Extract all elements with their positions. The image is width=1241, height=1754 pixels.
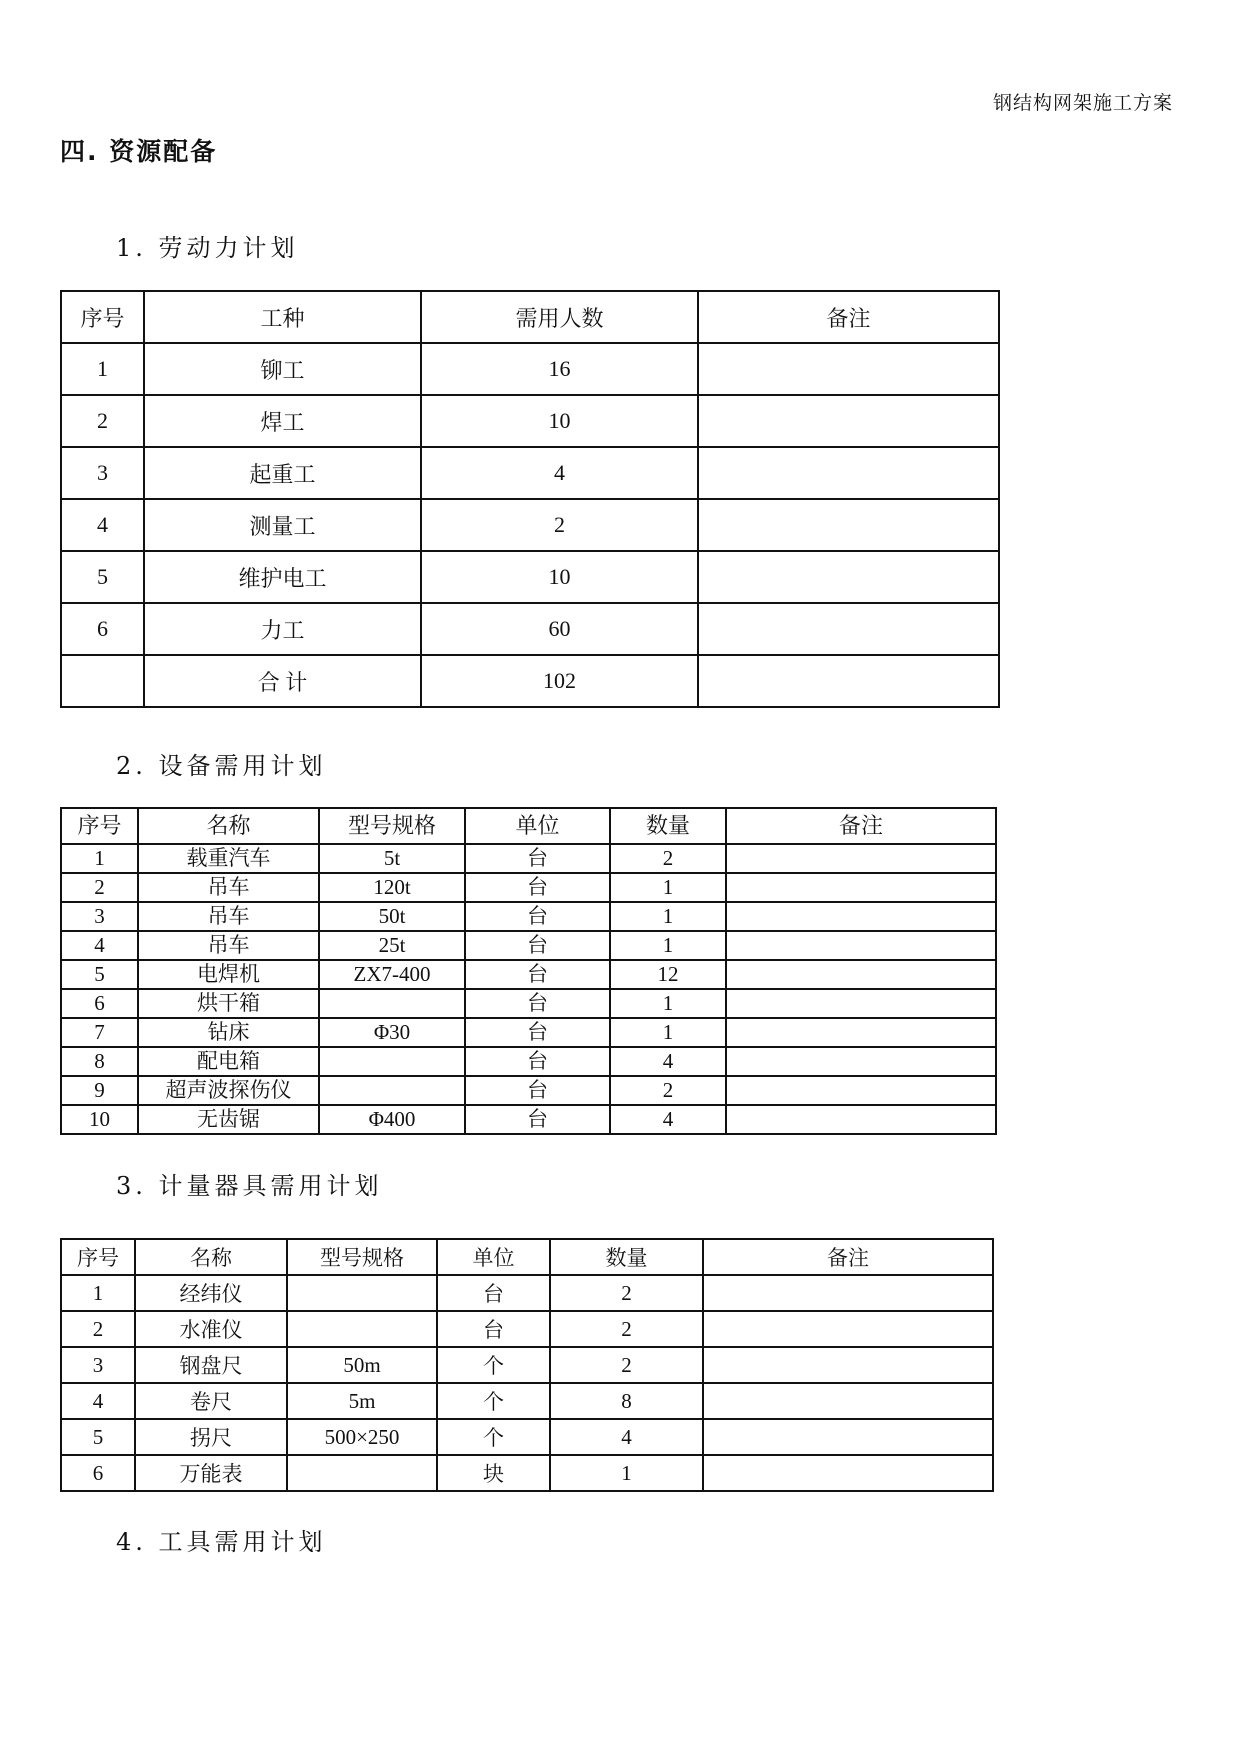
table-cell: 5 bbox=[61, 551, 144, 603]
table-cell bbox=[726, 960, 996, 989]
column-header: 序号 bbox=[61, 291, 144, 343]
equipment-table-row bbox=[61, 844, 996, 873]
table-cell: 5 bbox=[61, 1419, 135, 1455]
table-cell: 1 bbox=[610, 1018, 726, 1047]
table-cell: 4 bbox=[61, 931, 138, 960]
table-cell: 4 bbox=[61, 1383, 135, 1419]
table-cell: 吊车 bbox=[138, 902, 319, 931]
table-cell: 水准仪 bbox=[135, 1311, 287, 1347]
table-cell: Φ30 bbox=[319, 1018, 465, 1047]
table-cell: 台 bbox=[465, 844, 610, 873]
table-cell: 载重汽车 bbox=[138, 844, 319, 873]
table-cell: 1 bbox=[610, 902, 726, 931]
table-cell: 3 bbox=[61, 902, 138, 931]
table-cell: 6 bbox=[61, 1455, 135, 1491]
table-cell bbox=[287, 1311, 437, 1347]
instruments-table-row bbox=[61, 1311, 993, 1347]
equipment-table-row bbox=[61, 902, 996, 931]
table-cell: 台 bbox=[465, 960, 610, 989]
column-header: 工种 bbox=[144, 291, 421, 343]
table-cell: 5 bbox=[61, 960, 138, 989]
instruments-table-row bbox=[61, 1455, 993, 1491]
table-cell bbox=[61, 655, 144, 707]
table-cell: 烘干箱 bbox=[138, 989, 319, 1018]
table-cell bbox=[698, 655, 999, 707]
table-cell: 块 bbox=[437, 1455, 550, 1491]
table-cell: 台 bbox=[465, 931, 610, 960]
instruments-table-header-row bbox=[61, 1239, 993, 1275]
table-cell: 10 bbox=[421, 551, 698, 603]
table-cell: 无齿锯 bbox=[138, 1105, 319, 1134]
table-cell: 吊车 bbox=[138, 931, 319, 960]
table-cell: 50m bbox=[287, 1347, 437, 1383]
labor-table-row bbox=[61, 551, 999, 603]
table-cell: 台 bbox=[437, 1275, 550, 1311]
table-cell: 合 计 bbox=[144, 655, 421, 707]
table-cell bbox=[319, 1076, 465, 1105]
labor-table-row bbox=[61, 655, 999, 707]
equipment-table-row bbox=[61, 960, 996, 989]
table-cell: 9 bbox=[61, 1076, 138, 1105]
column-header: 需用人数 bbox=[421, 291, 698, 343]
table-cell: 2 bbox=[610, 844, 726, 873]
table-cell bbox=[726, 902, 996, 931]
table-cell bbox=[703, 1383, 993, 1419]
table-cell: 1 bbox=[610, 989, 726, 1018]
table-cell bbox=[726, 1047, 996, 1076]
table-cell: 台 bbox=[465, 873, 610, 902]
column-header: 型号规格 bbox=[319, 808, 465, 844]
equipment-table-row bbox=[61, 931, 996, 960]
table-cell: 吊车 bbox=[138, 873, 319, 902]
labor-table-row bbox=[61, 395, 999, 447]
table-cell bbox=[726, 1076, 996, 1105]
column-header: 数量 bbox=[550, 1239, 703, 1275]
table-cell bbox=[698, 551, 999, 603]
table-cell: 力工 bbox=[144, 603, 421, 655]
table-cell bbox=[726, 989, 996, 1018]
table-cell: 维护电工 bbox=[144, 551, 421, 603]
table-cell: 8 bbox=[550, 1383, 703, 1419]
table-cell: 2 bbox=[610, 1076, 726, 1105]
table-cell: 1 bbox=[550, 1455, 703, 1491]
table-cell bbox=[703, 1275, 993, 1311]
table-cell: 钢盘尺 bbox=[135, 1347, 287, 1383]
equipment-plan-title: 2. 设备需用计划 bbox=[116, 752, 327, 780]
table-cell: 配电箱 bbox=[138, 1047, 319, 1076]
table-cell: 台 bbox=[465, 989, 610, 1018]
column-header: 备注 bbox=[726, 808, 996, 844]
table-cell: ZX7-400 bbox=[319, 960, 465, 989]
column-header: 序号 bbox=[61, 808, 138, 844]
instruments-plan-title: 3. 计量器具需用计划 bbox=[116, 1172, 383, 1200]
table-cell: 4 bbox=[61, 499, 144, 551]
instruments-plan-table bbox=[60, 1238, 994, 1492]
table-cell: 12 bbox=[610, 960, 726, 989]
table-cell bbox=[698, 447, 999, 499]
table-cell: 2 bbox=[61, 873, 138, 902]
table-cell: 5m bbox=[287, 1383, 437, 1419]
equipment-table-row bbox=[61, 989, 996, 1018]
column-header: 序号 bbox=[61, 1239, 135, 1275]
table-cell: 测量工 bbox=[144, 499, 421, 551]
equipment-table-row bbox=[61, 1018, 996, 1047]
table-cell: 台 bbox=[465, 1105, 610, 1134]
table-cell: 3 bbox=[61, 447, 144, 499]
table-cell: 台 bbox=[437, 1311, 550, 1347]
column-header: 型号规格 bbox=[287, 1239, 437, 1275]
table-cell bbox=[703, 1347, 993, 1383]
table-cell bbox=[319, 989, 465, 1018]
column-header: 名称 bbox=[138, 808, 319, 844]
table-cell: 4 bbox=[421, 447, 698, 499]
table-cell: 8 bbox=[61, 1047, 138, 1076]
labor-plan-title: 1. 劳动力计划 bbox=[116, 234, 299, 262]
table-cell: 台 bbox=[465, 1018, 610, 1047]
table-cell: 个 bbox=[437, 1347, 550, 1383]
table-cell: 10 bbox=[421, 395, 698, 447]
equipment-plan-table bbox=[60, 807, 997, 1135]
table-cell bbox=[319, 1047, 465, 1076]
table-cell: 拐尺 bbox=[135, 1419, 287, 1455]
table-cell bbox=[703, 1311, 993, 1347]
table-cell: 1 bbox=[61, 1275, 135, 1311]
table-cell: 经纬仪 bbox=[135, 1275, 287, 1311]
table-cell: 4 bbox=[610, 1047, 726, 1076]
table-cell: 个 bbox=[437, 1419, 550, 1455]
table-cell bbox=[703, 1419, 993, 1455]
table-cell bbox=[698, 395, 999, 447]
table-cell: 2 bbox=[550, 1275, 703, 1311]
table-cell: 4 bbox=[550, 1419, 703, 1455]
equipment-table-row bbox=[61, 1076, 996, 1105]
column-header: 单位 bbox=[465, 808, 610, 844]
document-header-title: 钢结构网架施工方案 bbox=[992, 92, 1173, 114]
table-cell: 万能表 bbox=[135, 1455, 287, 1491]
table-cell bbox=[726, 931, 996, 960]
labor-table-row bbox=[61, 447, 999, 499]
table-cell: 2 bbox=[550, 1311, 703, 1347]
table-cell: 25t bbox=[319, 931, 465, 960]
equipment-table-row bbox=[61, 1047, 996, 1076]
equipment-table-row bbox=[61, 873, 996, 902]
instruments-table-row bbox=[61, 1347, 993, 1383]
table-cell: 6 bbox=[61, 603, 144, 655]
table-cell: 102 bbox=[421, 655, 698, 707]
table-cell: 台 bbox=[465, 1076, 610, 1105]
table-cell: Φ400 bbox=[319, 1105, 465, 1134]
table-cell: 2 bbox=[421, 499, 698, 551]
labor-table-row bbox=[61, 499, 999, 551]
column-header: 备注 bbox=[703, 1239, 993, 1275]
table-cell: 焊工 bbox=[144, 395, 421, 447]
column-header: 备注 bbox=[698, 291, 999, 343]
equipment-table-header-row bbox=[61, 808, 996, 844]
equipment-table-row bbox=[61, 1105, 996, 1134]
table-cell: 超声波探伤仪 bbox=[138, 1076, 319, 1105]
column-header: 单位 bbox=[437, 1239, 550, 1275]
table-cell: 个 bbox=[437, 1383, 550, 1419]
table-cell bbox=[698, 603, 999, 655]
labor-table-row bbox=[61, 343, 999, 395]
table-cell: 60 bbox=[421, 603, 698, 655]
table-cell: 台 bbox=[465, 902, 610, 931]
table-cell bbox=[287, 1275, 437, 1311]
column-header: 数量 bbox=[610, 808, 726, 844]
table-cell: 铆工 bbox=[144, 343, 421, 395]
table-cell: 5t bbox=[319, 844, 465, 873]
instruments-table-row bbox=[61, 1419, 993, 1455]
table-cell: 2 bbox=[550, 1347, 703, 1383]
table-cell: 4 bbox=[610, 1105, 726, 1134]
table-cell: 起重工 bbox=[144, 447, 421, 499]
table-cell: 1 bbox=[61, 343, 144, 395]
table-cell: 120t bbox=[319, 873, 465, 902]
table-cell: 3 bbox=[61, 1347, 135, 1383]
table-cell: 台 bbox=[465, 1047, 610, 1076]
table-cell: 电焊机 bbox=[138, 960, 319, 989]
labor-table-header-row bbox=[61, 291, 999, 343]
tools-plan-title: 4. 工具需用计划 bbox=[116, 1528, 327, 1556]
table-cell: 10 bbox=[61, 1105, 138, 1134]
column-header: 名称 bbox=[135, 1239, 287, 1275]
table-cell bbox=[726, 873, 996, 902]
table-cell bbox=[698, 343, 999, 395]
table-cell: 钻床 bbox=[138, 1018, 319, 1047]
table-cell: 50t bbox=[319, 902, 465, 931]
instruments-table-row bbox=[61, 1383, 993, 1419]
table-cell bbox=[726, 1018, 996, 1047]
table-cell: 7 bbox=[61, 1018, 138, 1047]
table-cell: 16 bbox=[421, 343, 698, 395]
table-cell: 1 bbox=[61, 844, 138, 873]
table-cell: 卷尺 bbox=[135, 1383, 287, 1419]
table-cell: 500×250 bbox=[287, 1419, 437, 1455]
instruments-table-row bbox=[61, 1275, 993, 1311]
table-cell bbox=[287, 1455, 437, 1491]
labor-plan-table bbox=[60, 290, 1000, 708]
labor-table-row bbox=[61, 603, 999, 655]
section-title: 四. 资源配备 bbox=[60, 137, 218, 166]
table-cell: 2 bbox=[61, 395, 144, 447]
table-cell bbox=[703, 1455, 993, 1491]
table-cell: 6 bbox=[61, 989, 138, 1018]
table-cell: 2 bbox=[61, 1311, 135, 1347]
table-cell: 1 bbox=[610, 873, 726, 902]
table-cell bbox=[726, 1105, 996, 1134]
table-cell bbox=[726, 844, 996, 873]
table-cell bbox=[698, 499, 999, 551]
table-cell: 1 bbox=[610, 931, 726, 960]
